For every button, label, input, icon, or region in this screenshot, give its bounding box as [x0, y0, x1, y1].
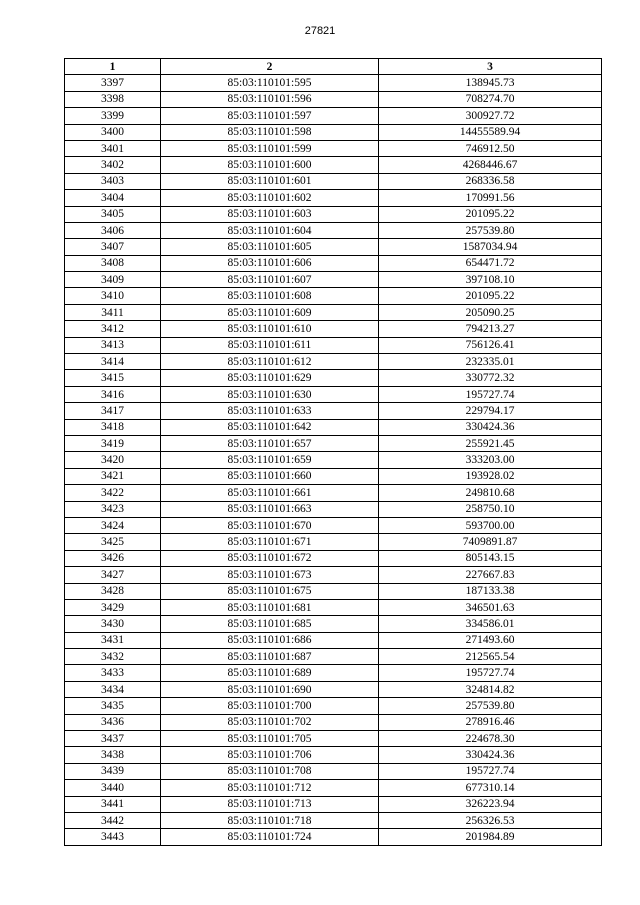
page-number: 27821 [304, 25, 336, 37]
row-number-cell: 3439 [65, 763, 161, 779]
column-header-2: 2 [161, 59, 379, 75]
row-number-cell: 3400 [65, 124, 161, 140]
row-number-cell: 3407 [65, 239, 161, 255]
value-cell: 212565.54 [379, 649, 602, 665]
value-cell: 187133.38 [379, 583, 602, 599]
row-number-cell: 3411 [65, 304, 161, 320]
row-number-cell: 3441 [65, 796, 161, 812]
cadastral-number-cell: 85:03:110101:689 [161, 665, 379, 681]
row-number-cell: 3399 [65, 108, 161, 124]
row-number-cell: 3421 [65, 468, 161, 484]
value-cell: 794213.27 [379, 321, 602, 337]
value-cell: 346501.63 [379, 599, 602, 615]
value-cell: 746912.50 [379, 140, 602, 156]
table-row [65, 731, 602, 747]
table-row [65, 239, 602, 255]
value-cell: 268336.58 [379, 173, 602, 189]
row-number-cell: 3410 [65, 288, 161, 304]
cadastral-number-cell: 85:03:110101:602 [161, 190, 379, 206]
table-row [65, 157, 602, 173]
row-number-cell: 3424 [65, 517, 161, 533]
row-number-cell: 3433 [65, 665, 161, 681]
cadastral-number-cell: 85:03:110101:661 [161, 485, 379, 501]
value-cell: 229794.17 [379, 403, 602, 419]
row-number-cell: 3403 [65, 173, 161, 189]
table-row [65, 370, 602, 386]
cadastral-number-cell: 85:03:110101:671 [161, 534, 379, 550]
table-row [65, 698, 602, 714]
cadastral-number-cell: 85:03:110101:599 [161, 140, 379, 156]
cadastral-number-cell: 85:03:110101:600 [161, 157, 379, 173]
cadastral-number-cell: 85:03:110101:605 [161, 239, 379, 255]
row-number-cell: 3430 [65, 616, 161, 632]
table-row [65, 222, 602, 238]
row-number-cell: 3420 [65, 452, 161, 468]
value-cell: 195727.74 [379, 763, 602, 779]
cadastral-number-cell: 85:03:110101:687 [161, 649, 379, 665]
value-cell: 397108.10 [379, 272, 602, 288]
row-number-cell: 3435 [65, 698, 161, 714]
value-cell: 257539.80 [379, 222, 602, 238]
cadastral-number-cell: 85:03:110101:629 [161, 370, 379, 386]
table-row [65, 567, 602, 583]
table-row [65, 616, 602, 632]
value-cell: 170991.56 [379, 190, 602, 206]
cadastral-number-cell: 85:03:110101:609 [161, 304, 379, 320]
value-cell: 333203.00 [379, 452, 602, 468]
cadastral-number-cell: 85:03:110101:690 [161, 681, 379, 697]
cadastral-number-cell: 85:03:110101:713 [161, 796, 379, 812]
cadastral-number-cell: 85:03:110101:705 [161, 731, 379, 747]
table-row [65, 485, 602, 501]
table-row [65, 468, 602, 484]
cadastral-number-cell: 85:03:110101:670 [161, 517, 379, 533]
cadastral-number-cell: 85:03:110101:598 [161, 124, 379, 140]
value-cell: 593700.00 [379, 517, 602, 533]
row-number-cell: 3414 [65, 354, 161, 370]
table-row [65, 501, 602, 517]
value-cell: 138945.73 [379, 75, 602, 91]
table-row [65, 337, 602, 353]
table-row [65, 829, 602, 845]
cadastral-number-cell: 85:03:110101:606 [161, 255, 379, 271]
row-number-cell: 3432 [65, 649, 161, 665]
table-row [65, 435, 602, 451]
cadastral-number-cell: 85:03:110101:642 [161, 419, 379, 435]
row-number-cell: 3402 [65, 157, 161, 173]
cadastral-number-cell: 85:03:110101:601 [161, 173, 379, 189]
table-row [65, 452, 602, 468]
cadastral-number-cell: 85:03:110101:673 [161, 567, 379, 583]
table-row [65, 75, 602, 91]
value-cell: 227667.83 [379, 567, 602, 583]
cadastral-number-cell: 85:03:110101:597 [161, 108, 379, 124]
table-row [65, 599, 602, 615]
table-row [65, 255, 602, 271]
table-row [65, 140, 602, 156]
value-cell: 195727.74 [379, 665, 602, 681]
value-cell: 708274.70 [379, 91, 602, 107]
row-number-cell: 3413 [65, 337, 161, 353]
cadastral-number-cell: 85:03:110101:659 [161, 452, 379, 468]
value-cell: 330424.36 [379, 419, 602, 435]
value-cell: 7409891.87 [379, 534, 602, 550]
table-row [65, 206, 602, 222]
value-cell: 278916.46 [379, 714, 602, 730]
row-number-cell: 3434 [65, 681, 161, 697]
row-number-cell: 3398 [65, 91, 161, 107]
table-row [65, 780, 602, 796]
value-cell: 330424.36 [379, 747, 602, 763]
cadastral-number-cell: 85:03:110101:663 [161, 501, 379, 517]
cadastral-number-cell: 85:03:110101:708 [161, 763, 379, 779]
cadastral-number-cell: 85:03:110101:607 [161, 272, 379, 288]
row-number-cell: 3425 [65, 534, 161, 550]
cadastral-number-cell: 85:03:110101:706 [161, 747, 379, 763]
cadastral-number-cell: 85:03:110101:686 [161, 632, 379, 648]
value-cell: 257539.80 [379, 698, 602, 714]
table-row [65, 517, 602, 533]
table-row [65, 304, 602, 320]
row-number-cell: 3429 [65, 599, 161, 615]
value-cell: 330772.32 [379, 370, 602, 386]
row-number-cell: 3406 [65, 222, 161, 238]
table-row [65, 812, 602, 828]
cadastral-number-cell: 85:03:110101:672 [161, 550, 379, 566]
table-row [65, 550, 602, 566]
table-row [65, 91, 602, 107]
table-row [65, 583, 602, 599]
row-number-cell: 3431 [65, 632, 161, 648]
row-number-cell: 3416 [65, 386, 161, 402]
row-number-cell: 3408 [65, 255, 161, 271]
value-cell: 324814.82 [379, 681, 602, 697]
table-row [65, 272, 602, 288]
table-row [65, 403, 602, 419]
cadastral-number-cell: 85:03:110101:702 [161, 714, 379, 730]
table-row [65, 714, 602, 730]
row-number-cell: 3426 [65, 550, 161, 566]
table-row [65, 763, 602, 779]
value-cell: 326223.94 [379, 796, 602, 812]
row-number-cell: 3417 [65, 403, 161, 419]
value-cell: 334586.01 [379, 616, 602, 632]
value-cell: 201095.22 [379, 288, 602, 304]
row-number-cell: 3418 [65, 419, 161, 435]
cadastral-number-cell: 85:03:110101:633 [161, 403, 379, 419]
table-row [65, 632, 602, 648]
table-row [65, 534, 602, 550]
cadastral-number-cell: 85:03:110101:712 [161, 780, 379, 796]
table-row [65, 747, 602, 763]
value-cell: 654471.72 [379, 255, 602, 271]
table-body [65, 75, 602, 845]
value-cell: 756126.41 [379, 337, 602, 353]
table-row [65, 124, 602, 140]
value-cell: 805143.15 [379, 550, 602, 566]
value-cell: 193928.02 [379, 468, 602, 484]
cadastral-number-cell: 85:03:110101:657 [161, 435, 379, 451]
row-number-cell: 3405 [65, 206, 161, 222]
value-cell: 205090.25 [379, 304, 602, 320]
row-number-cell: 3401 [65, 140, 161, 156]
table-row [65, 665, 602, 681]
value-cell: 249810.68 [379, 485, 602, 501]
value-cell: 201984.89 [379, 829, 602, 845]
cadastral-number-cell: 85:03:110101:611 [161, 337, 379, 353]
table-row [65, 190, 602, 206]
table-row [65, 321, 602, 337]
cadastral-number-cell: 85:03:110101:595 [161, 75, 379, 91]
row-number-cell: 3437 [65, 731, 161, 747]
row-number-cell: 3415 [65, 370, 161, 386]
cadastral-number-cell: 85:03:110101:681 [161, 599, 379, 615]
value-cell: 224678.30 [379, 731, 602, 747]
cadastral-number-cell: 85:03:110101:630 [161, 386, 379, 402]
value-cell: 195727.74 [379, 386, 602, 402]
row-number-cell: 3443 [65, 829, 161, 845]
cadastral-number-cell: 85:03:110101:604 [161, 222, 379, 238]
data-table [64, 58, 602, 846]
value-cell: 232335.01 [379, 354, 602, 370]
row-number-cell: 3412 [65, 321, 161, 337]
table-row [65, 288, 602, 304]
cadastral-number-cell: 85:03:110101:675 [161, 583, 379, 599]
value-cell: 256326.53 [379, 812, 602, 828]
value-cell: 677310.14 [379, 780, 602, 796]
row-number-cell: 3436 [65, 714, 161, 730]
value-cell: 258750.10 [379, 501, 602, 517]
cadastral-number-cell: 85:03:110101:718 [161, 812, 379, 828]
cadastral-number-cell: 85:03:110101:700 [161, 698, 379, 714]
row-number-cell: 3419 [65, 435, 161, 451]
value-cell: 201095.22 [379, 206, 602, 222]
value-cell: 14455589.94 [379, 124, 602, 140]
table-row [65, 354, 602, 370]
cadastral-number-cell: 85:03:110101:610 [161, 321, 379, 337]
table-row [65, 681, 602, 697]
table-row [65, 173, 602, 189]
row-number-cell: 3409 [65, 272, 161, 288]
cadastral-number-cell: 85:03:110101:660 [161, 468, 379, 484]
table-row [65, 108, 602, 124]
row-number-cell: 3427 [65, 567, 161, 583]
table-row [65, 419, 602, 435]
table-row [65, 649, 602, 665]
row-number-cell: 3440 [65, 780, 161, 796]
table-row [65, 386, 602, 402]
cadastral-number-cell: 85:03:110101:685 [161, 616, 379, 632]
cadastral-number-cell: 85:03:110101:724 [161, 829, 379, 845]
row-number-cell: 3428 [65, 583, 161, 599]
row-number-cell: 3442 [65, 812, 161, 828]
value-cell: 300927.72 [379, 108, 602, 124]
value-cell: 271493.60 [379, 632, 602, 648]
cadastral-number-cell: 85:03:110101:596 [161, 91, 379, 107]
table-row [65, 796, 602, 812]
header-row [65, 59, 602, 75]
value-cell: 1587034.94 [379, 239, 602, 255]
row-number-cell: 3438 [65, 747, 161, 763]
cadastral-number-cell: 85:03:110101:608 [161, 288, 379, 304]
row-number-cell: 3404 [65, 190, 161, 206]
row-number-cell: 3423 [65, 501, 161, 517]
table-header [65, 59, 602, 75]
value-cell: 4268446.67 [379, 157, 602, 173]
column-header-1: 1 [65, 59, 161, 75]
cadastral-number-cell: 85:03:110101:603 [161, 206, 379, 222]
row-number-cell: 3422 [65, 485, 161, 501]
column-header-3: 3 [379, 59, 602, 75]
cadastral-number-cell: 85:03:110101:612 [161, 354, 379, 370]
row-number-cell: 3397 [65, 75, 161, 91]
value-cell: 255921.45 [379, 435, 602, 451]
